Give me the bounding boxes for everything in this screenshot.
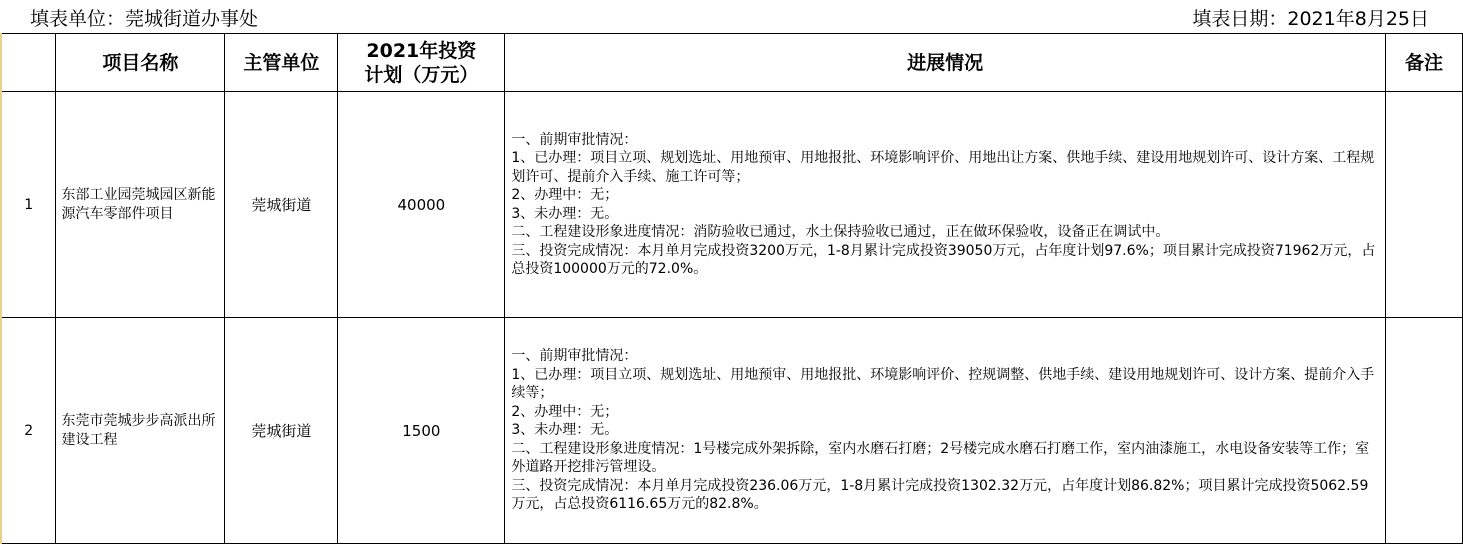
- table-header-row: [1, 34, 1463, 92]
- progress-line: 2、办理中：无；: [511, 187, 619, 203]
- col-plan-header: 2021年投资计划（万元）: [338, 34, 505, 92]
- investment-plan: 40000: [338, 92, 505, 318]
- progress-line: 3、未办理：无。: [511, 422, 619, 439]
- note-cell: [1385, 318, 1462, 544]
- project-table: [0, 33, 1463, 544]
- fill-unit: 填表单位：莞城街道办事处: [30, 8, 259, 30]
- progress-line: 2、办理中：无；: [511, 403, 619, 420]
- col-name-header: 项目名称: [56, 34, 225, 92]
- row-index: 1: [1, 92, 56, 318]
- col-note-header: 备注: [1385, 34, 1462, 92]
- project-name: 东部工业园莞城园区新能源汽车零部件项目: [56, 92, 225, 318]
- report-header: [0, 0, 1463, 33]
- investment-plan: 1500: [338, 318, 505, 544]
- progress-line: 1、已办理：项目立项、规划选址、用地预审、用地报批、环境影响评价、控规调整、供地手续、建设用地规划许可、设计方案、提前介入手续等；: [511, 366, 1375, 402]
- progress-line: 3、未办理：无。: [511, 205, 619, 222]
- table-row: [1, 92, 1463, 318]
- fill-date: 填表日期：2021年8月25日: [1192, 8, 1429, 30]
- table-row: [1, 318, 1463, 544]
- col-progress-header: 进展情况: [505, 34, 1386, 92]
- progress-line: 二、工程建设形象进度情况：1号楼完成外架拆除，室内水磨石打磨；2号楼完成水磨石打磨工作，室内油漆施工，水电设备安装等工作；室外道路开挖排污管埋设。: [511, 440, 1370, 476]
- note-cell: [1385, 92, 1462, 318]
- dept-name: 莞城街道: [225, 92, 338, 318]
- project-name: 东莞市莞城步步高派出所建设工程: [56, 318, 225, 544]
- progress-line: 二、工程建设形象进度情况：消防验收已通过，水土保持验收已通过，正在做环保验收，设备正在调试中。: [511, 224, 1170, 240]
- col-dept-header: 主管单位: [225, 34, 338, 92]
- progress-cell: [505, 92, 1386, 318]
- progress-line: 一、前期审批情况：: [511, 348, 638, 365]
- col-index-header: [1, 34, 56, 92]
- progress-line: 一、前期审批情况：: [511, 131, 638, 148]
- dept-name: 莞城街道: [225, 318, 338, 544]
- progress-cell: [505, 318, 1386, 544]
- progress-line: 三、投资完成情况：本月单月完成投资3200万元，1-8月累计完成投资39050万元，占年度计划97.6%；项目累计完成投资71962万元，占总投资100000万元的72.0%。: [511, 242, 1376, 277]
- progress-line: 三、投资完成情况：本月单月完成投资236.06万元，1-8月累计完成投资1302.32万元，占年度计划86.82%；项目累计完成投资5062.59万元，占总投资6116.65万元的82.8%。: [511, 477, 1369, 513]
- row-index: 2: [1, 318, 56, 544]
- progress-line: 1、已办理：项目立项、规划选址、用地预审、用地报批、环境影响评价、用地出让方案、供地手续、建设用地规划许可、设计方案、工程规划许可、提前介入手续、施工许可等；: [511, 150, 1375, 185]
